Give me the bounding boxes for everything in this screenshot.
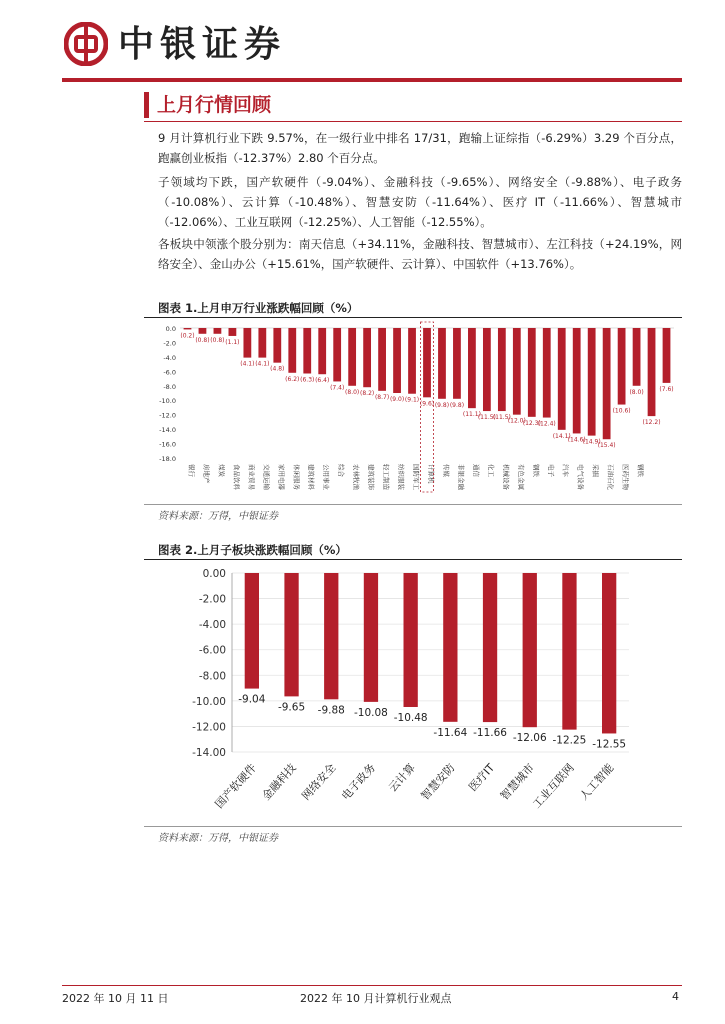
category-label: 电子政务 bbox=[339, 761, 379, 803]
bar bbox=[573, 328, 581, 433]
data-label: (0.8) bbox=[195, 336, 210, 344]
figure-1-bottom-rule bbox=[144, 504, 682, 505]
bar bbox=[663, 328, 671, 383]
data-label: -9.65 bbox=[277, 701, 306, 714]
y-tick-label: 0.00 bbox=[202, 568, 226, 580]
bar bbox=[438, 328, 446, 399]
bar bbox=[333, 328, 341, 381]
figure-2-title: 图表 2.上月子板块涨跌幅回顾（%） bbox=[158, 543, 347, 557]
category-label: 工业互联网 bbox=[530, 761, 577, 811]
data-label: (8.2) bbox=[360, 390, 375, 398]
bar bbox=[348, 328, 356, 386]
data-label: (6.4) bbox=[315, 377, 330, 385]
category-label: 房地产 bbox=[202, 464, 211, 484]
bar bbox=[618, 328, 626, 405]
category-label: 机械设备 bbox=[501, 464, 510, 490]
data-label: (12.0) bbox=[507, 417, 526, 425]
data-label: (9.1) bbox=[404, 396, 420, 404]
y-tick-label: 0.0 bbox=[165, 325, 176, 333]
paragraph-2: 子领域均下跌，国产软硬件（-9.04%）、金融科技（-9.65%）、网络安全（-9.88%）、电子政务（-10.08%）、云计算（-10.48%）、智慧安防（-11.64%）、医疗 IT（-11.66%）、智慧城市（-12.06%）、工业互联网（-12.25%）、人工智能（-12.55%）。 bbox=[158, 175, 682, 229]
data-label: -10.48 bbox=[393, 711, 428, 724]
data-label: (9.8) bbox=[449, 401, 465, 409]
data-label: (8.0) bbox=[345, 388, 360, 396]
bar bbox=[453, 328, 461, 399]
category-label: 传媒 bbox=[441, 464, 450, 477]
category-label: 建筑材料 bbox=[307, 464, 316, 490]
bar bbox=[423, 328, 431, 397]
data-label: (4.8) bbox=[270, 365, 285, 373]
bar bbox=[633, 328, 641, 386]
bar bbox=[245, 573, 259, 689]
data-label: (6.3) bbox=[300, 376, 315, 384]
data-label: (15.4) bbox=[597, 442, 616, 450]
y-tick-label: -4.00 bbox=[198, 619, 226, 632]
figure-1-title: 图表 1.上月申万行业涨跌幅回顾（%） bbox=[158, 301, 359, 315]
bar bbox=[468, 328, 476, 408]
figure-2-top-rule bbox=[144, 559, 682, 560]
bank-of-china-logo-icon bbox=[64, 22, 108, 66]
data-label: (1.1) bbox=[225, 338, 240, 346]
category-label: 电子 bbox=[546, 464, 555, 477]
bar bbox=[284, 573, 298, 696]
bar bbox=[498, 328, 506, 411]
bar bbox=[483, 573, 497, 722]
y-tick-label: -8.00 bbox=[198, 670, 226, 683]
bar bbox=[523, 573, 537, 727]
y-tick-label: -8.0 bbox=[163, 382, 176, 391]
data-label: -11.66 bbox=[473, 727, 507, 740]
bar bbox=[602, 573, 616, 733]
paragraph-1: 9 月计算机行业下跌 9.57%，在一级行业中排名 17/31，跑输上证综指（-6.29%）3.29 个百分点，跑赢创业板指（-12.37%）2.80 个百分点。 bbox=[158, 131, 682, 165]
y-tick-label: -14.0 bbox=[159, 426, 176, 435]
sub-sector-returns-chart bbox=[144, 562, 682, 824]
data-label: (9.8) bbox=[434, 401, 450, 409]
bar bbox=[303, 328, 311, 374]
page-number: 4 bbox=[672, 990, 679, 1003]
bar bbox=[318, 328, 326, 374]
data-label: (11.5) bbox=[477, 414, 496, 422]
data-label: (12.3) bbox=[522, 419, 541, 427]
category-label: 电气设备 bbox=[576, 464, 585, 490]
category-label: 智慧安防 bbox=[418, 761, 458, 803]
data-label: (14.6) bbox=[567, 436, 586, 444]
footer-rule bbox=[62, 985, 682, 986]
category-label: 云计算 bbox=[386, 761, 418, 795]
category-label: 网络安全 bbox=[299, 761, 339, 803]
category-label: 家用电器 bbox=[277, 464, 286, 490]
category-label: 建筑装饰 bbox=[367, 464, 376, 490]
bar bbox=[324, 573, 338, 699]
category-label: 综合 bbox=[337, 464, 346, 477]
data-label: (7.6) bbox=[659, 385, 674, 393]
category-label: 智慧城市 bbox=[497, 761, 537, 803]
bar bbox=[528, 328, 536, 417]
data-label: (10.6) bbox=[612, 407, 631, 415]
category-label: 有色金属 bbox=[516, 464, 525, 490]
figure-2-source: 资料来源：万得，中银证券 bbox=[158, 833, 278, 844]
data-label: (12.4) bbox=[537, 420, 556, 428]
data-label: (9.6) bbox=[419, 400, 435, 408]
data-label: (6.2) bbox=[285, 375, 300, 383]
category-label: 商业贸易 bbox=[247, 464, 256, 490]
bar bbox=[588, 328, 596, 436]
data-label: (4.1) bbox=[255, 360, 270, 368]
bar bbox=[513, 328, 521, 415]
paragraph-3: 各板块中领涨个股分别为：南天信息（+34.11%，金融科技、智慧城市）、左江科技（+24.19%，网络安全）、金山办公（+15.61%，国产软硬件、云计算）、中国软件（+13.76%）。 bbox=[158, 237, 682, 271]
category-label: 交通运输 bbox=[262, 464, 271, 490]
figure-2-bottom-rule bbox=[144, 826, 682, 827]
category-label: 国产软硬件 bbox=[212, 761, 260, 811]
bar bbox=[443, 573, 457, 722]
figure-1-source: 资料来源：万得，中银证券 bbox=[158, 511, 278, 522]
y-tick-label: -10.00 bbox=[192, 695, 226, 708]
data-label: -12.06 bbox=[512, 732, 547, 745]
category-label: 煤炭 bbox=[217, 464, 226, 477]
data-label: (11.1) bbox=[462, 411, 481, 419]
bar bbox=[393, 328, 401, 393]
bar bbox=[404, 573, 418, 707]
y-tick-label: -12.0 bbox=[159, 411, 176, 420]
bar bbox=[288, 328, 296, 373]
y-tick-label: -2.00 bbox=[198, 593, 226, 606]
data-label: (12.2) bbox=[642, 419, 661, 427]
data-label: (11.5) bbox=[492, 414, 511, 422]
category-label: 通信 bbox=[471, 464, 480, 477]
y-tick-label: -18.0 bbox=[159, 455, 176, 463]
section-rule bbox=[144, 121, 682, 122]
y-tick-label: -16.0 bbox=[159, 440, 176, 449]
category-label: 国防军工 bbox=[412, 464, 421, 490]
category-label: 石油石化 bbox=[606, 464, 615, 490]
data-label: -9.88 bbox=[317, 704, 345, 717]
footer-date: 2022 年 10 月 11 日 bbox=[62, 992, 169, 1005]
category-label: 纺织服装 bbox=[397, 464, 406, 490]
section-title: 上月行情回顾 bbox=[157, 94, 272, 116]
data-label: (14.1) bbox=[552, 432, 571, 440]
figure-1-top-rule bbox=[144, 317, 682, 318]
category-label: 食品饮料 bbox=[232, 464, 241, 490]
bar bbox=[543, 328, 551, 418]
category-label: 金融科技 bbox=[259, 761, 299, 803]
category-label: 采掘 bbox=[591, 464, 600, 477]
data-label: -10.08 bbox=[354, 706, 388, 719]
bar bbox=[184, 328, 192, 329]
bar bbox=[214, 328, 222, 334]
data-label: (8.0) bbox=[629, 388, 644, 396]
footer-title: 2022 年 10 月计算机行业观点 bbox=[300, 992, 452, 1005]
industry-returns-chart bbox=[144, 320, 682, 505]
bar bbox=[363, 328, 371, 387]
category-label: 公用事业 bbox=[322, 464, 331, 490]
y-tick-label: -10.0 bbox=[159, 397, 176, 406]
bar bbox=[364, 573, 378, 702]
data-label: (0.8) bbox=[210, 336, 225, 344]
bar bbox=[258, 328, 266, 358]
data-label: (7.4) bbox=[330, 384, 345, 392]
data-label: (8.7) bbox=[374, 393, 390, 401]
data-label: (4.1) bbox=[240, 360, 255, 368]
data-label: -12.25 bbox=[552, 734, 587, 747]
data-label: -11.64 bbox=[433, 726, 468, 739]
bar bbox=[243, 328, 251, 358]
bar bbox=[408, 328, 416, 394]
bar bbox=[562, 573, 576, 730]
header-rule bbox=[62, 78, 682, 82]
data-label: (9.0) bbox=[389, 396, 405, 403]
category-label: 钢铁 bbox=[636, 464, 645, 477]
bar bbox=[558, 328, 566, 430]
y-tick-label: -14.00 bbox=[192, 747, 226, 759]
data-label: (0.2) bbox=[180, 332, 195, 340]
bar bbox=[229, 328, 237, 336]
bar bbox=[273, 328, 281, 363]
brand-name: 中银证券 bbox=[118, 23, 287, 65]
category-label: 银行 bbox=[187, 464, 196, 477]
y-tick-label: -2.0 bbox=[163, 339, 176, 348]
category-label: 化工 bbox=[486, 464, 495, 477]
category-label: 休闲服务 bbox=[292, 464, 301, 490]
page-header bbox=[0, 0, 725, 90]
bar bbox=[603, 328, 611, 439]
category-label: 人工智能 bbox=[577, 761, 617, 803]
section-marker bbox=[144, 92, 149, 118]
bar bbox=[378, 328, 386, 391]
y-tick-label: -6.00 bbox=[198, 644, 226, 657]
y-tick-label: -12.00 bbox=[192, 721, 226, 734]
category-label: 轻工制造 bbox=[382, 464, 391, 490]
category-label: 非银金融 bbox=[456, 464, 465, 490]
category-label: 医疗IT bbox=[466, 761, 498, 794]
y-tick-label: -6.0 bbox=[163, 368, 176, 377]
y-tick-label: -4.0 bbox=[163, 353, 176, 362]
bar bbox=[199, 328, 207, 334]
data-label: -12.55 bbox=[592, 738, 627, 751]
category-label: 钢铁 bbox=[531, 464, 540, 477]
bar bbox=[648, 328, 656, 416]
category-label: 农林牧渔 bbox=[352, 464, 361, 490]
category-label: 医药生物 bbox=[621, 464, 630, 490]
data-label: (14.9) bbox=[582, 438, 601, 446]
category-label: 计算机 bbox=[427, 464, 435, 484]
category-label: 汽车 bbox=[561, 464, 570, 477]
bar bbox=[483, 328, 491, 411]
data-label: -9.04 bbox=[238, 693, 266, 706]
